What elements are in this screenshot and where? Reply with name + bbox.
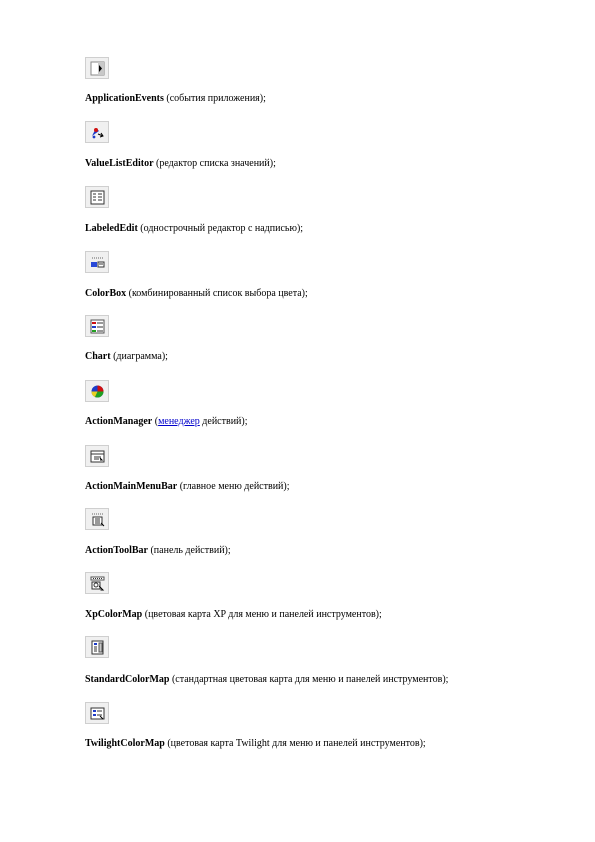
chart-icon [85,315,109,337]
component-desc: (главное меню действий); [177,481,290,492]
component-desc: (события приложения); [163,93,266,104]
color-box-icon [85,251,109,273]
component-name: Chart [85,351,111,362]
action-toolbar-icon [85,508,109,530]
entry-action-main-menu-bar [85,481,290,493]
xp-color-map-icon [85,572,109,594]
component-name: ValueListEditor [85,158,154,169]
component-name: ColorBox [85,288,127,299]
component-desc: (цветовая карта XP для меню и панелей инструментов); [142,609,382,620]
component-desc: (стандартная цветовая карта для меню и панелей инструментов); [169,674,449,685]
action-manager-icon [85,380,109,402]
entry-standard-color-map [85,674,448,686]
application-events-icon [85,57,109,79]
entry-application-events [85,93,266,105]
component-name: XpColorMap [85,609,143,620]
component-name: TwilightColorMap [85,738,165,749]
value-list-editor-icon [85,121,109,143]
entry-twilight-color-map [85,738,426,750]
component-name: StandardColorMap [85,674,170,685]
entry-action-toolbar [85,545,231,557]
labeled-edit-icon [85,186,109,208]
standard-color-map-icon [85,636,109,658]
component-desc: (цветовая карта Twilight для меню и панелей инструментов); [164,738,426,749]
manager-link[interactable]: менеджер [158,416,200,427]
component-desc: (диаграмма); [110,351,168,362]
component-desc: (редактор списка значений); [153,158,276,169]
entry-color-box [85,288,308,300]
component-desc: (однострочный редактор с надписью); [137,223,304,234]
entry-value-list-editor [85,158,276,170]
component-name: ActionToolBar [85,545,148,556]
twilight-color-map-icon [85,702,109,724]
component-desc: (комбинированный список выбора цвета); [126,288,308,299]
entry-action-manager [85,416,248,428]
entry-xp-color-map [85,609,382,621]
component-desc-suffix: действий); [199,416,248,427]
component-name: ActionMainMenuBar [85,481,178,492]
action-main-menu-bar-icon [85,445,109,467]
entry-labeled-edit [85,223,303,235]
component-name: ApplicationEvents [85,93,164,104]
entry-chart [85,351,168,363]
component-desc: (панель действий); [147,545,231,556]
component-desc-prefix: ( [152,416,159,427]
component-name: LabeledEdit [85,223,138,234]
component-name: ActionManager [85,416,153,427]
